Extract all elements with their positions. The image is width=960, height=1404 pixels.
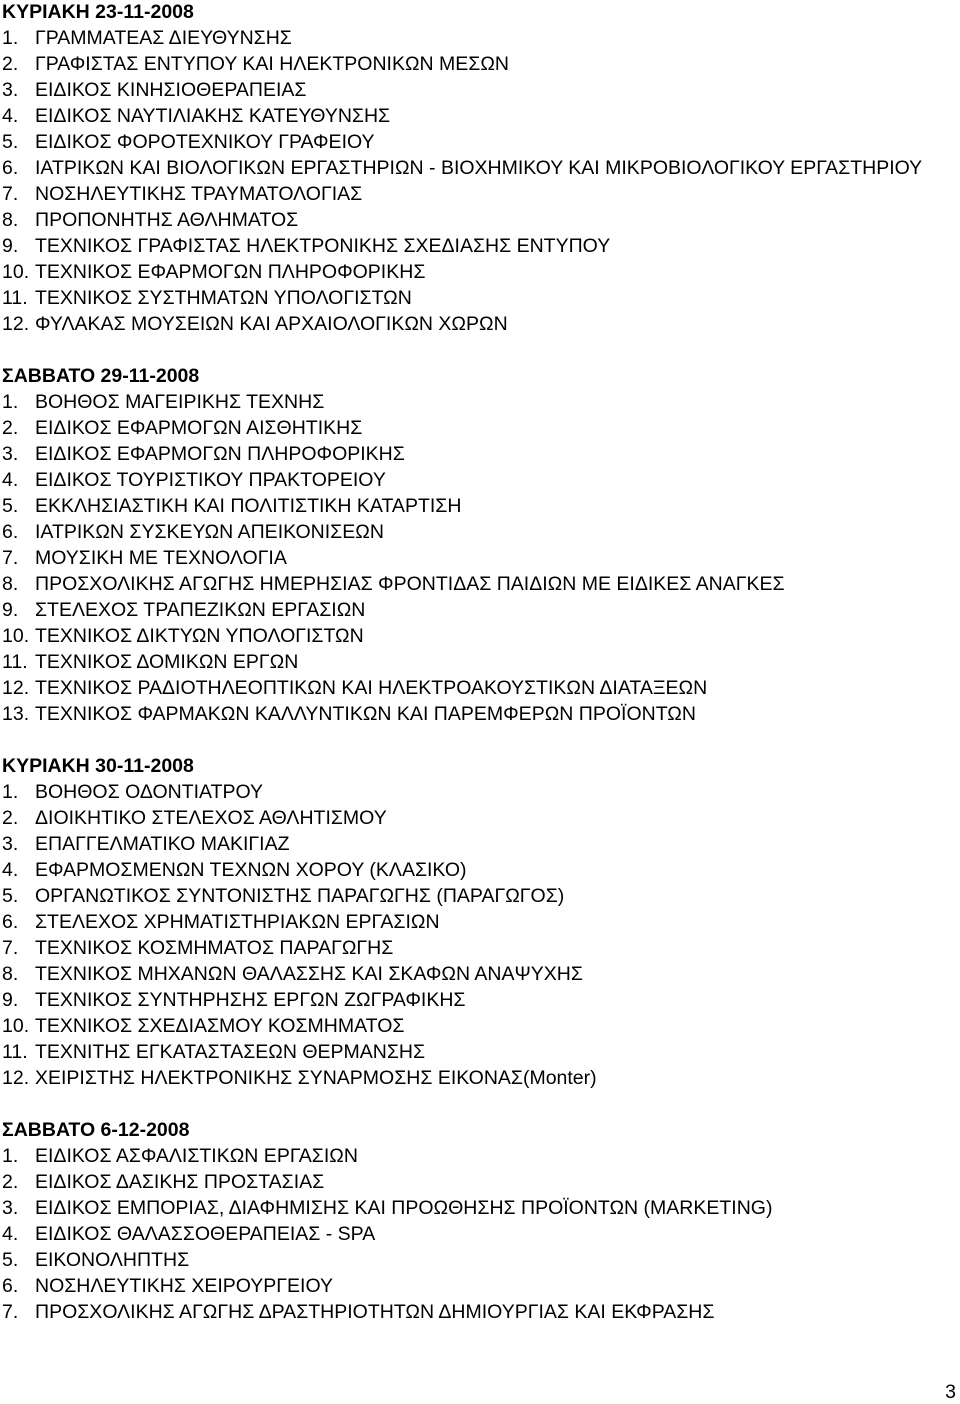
item-text: ΕΙΔΙΚΟΣ ΦΟΡΟΤΕΧΝΙΚΟΥ ΓΡΑΦΕΙΟΥ <box>35 131 375 153</box>
item-text: ΔΙΟΙΚΗΤΙΚΟ ΣΤΕΛΕΧΟΣ ΑΘΛΗΤΙΣΜΟΥ <box>35 807 387 829</box>
item-text: ΙΑΤΡΙΚΩΝ ΣΥΣΚΕΥΩΝ ΑΠΕΙΚΟΝΙΣΕΩΝ <box>35 521 384 543</box>
item-text: ΕΙΔΙΚΟΣ ΕΜΠΟΡΙΑΣ, ΔΙΑΦΗΜΙΣΗΣ ΚΑΙ ΠΡΟΩΘΗΣΗΣ ΠΡΟΪΟΝΤΩΝ (MARKETING) <box>35 1197 773 1219</box>
list-item <box>2 779 952 805</box>
item-text: ΠΡΟΠΟΝΗΤΗΣ ΑΘΛΗΜΑΤΟΣ <box>35 209 299 231</box>
item-number: 5. <box>2 885 19 907</box>
list-item <box>2 1065 952 1091</box>
item-number: 4. <box>2 469 19 491</box>
list-item <box>2 467 952 493</box>
item-text: ΝΟΣΗΛΕΥΤΙΚΗΣ ΧΕΙΡΟΥΡΓΕΙΟΥ <box>35 1275 334 1297</box>
list-item <box>2 987 952 1013</box>
list-item <box>2 935 952 961</box>
item-number: 4. <box>2 859 19 881</box>
item-text: ΤΕΧΝΙΚΟΣ ΡΑΔΙΟΤΗΛΕΟΠΤΙΚΩΝ ΚΑΙ ΗΛΕΚΤΡΟΑΚΟΥΣΤΙΚΩΝ ΔΙΑΤΑΞΕΩΝ <box>35 677 708 699</box>
item-text: ΕΙΚΟΝΟΛΗΠΤΗΣ <box>35 1249 190 1271</box>
item-number: 6. <box>2 1275 19 1297</box>
item-text: ΒΟΗΘΟΣ ΜΑΓΕΙΡΙΚΗΣ ΤΕΧΝΗΣ <box>35 391 325 413</box>
list-item <box>2 181 952 207</box>
item-text: ΓΡΑΦΙΣΤΑΣ ΕΝΤΥΠΟΥ ΚΑΙ ΗΛΕΚΤΡΟΝΙΚΩΝ ΜΕΣΩΝ <box>35 53 510 75</box>
item-number: 9. <box>2 989 19 1011</box>
item-text: ΤΕΧΝΙΤΗΣ ΕΓΚΑΤΑΣΤΑΣΕΩΝ ΘΕΡΜΑΝΣΗΣ <box>35 1041 426 1063</box>
item-number: 3. <box>2 833 19 855</box>
schedule-section <box>2 0 952 337</box>
item-text: ΤΕΧΝΙΚΟΣ ΣΥΣΤΗΜΑΤΩΝ ΥΠΟΛΟΓΙΣΤΩΝ <box>35 287 412 309</box>
item-number: 7. <box>2 547 19 569</box>
item-text: ΤΕΧΝΙΚΟΣ ΔΟΜΙΚΩΝ ΕΡΓΩΝ <box>35 651 299 673</box>
schedule-section <box>2 753 952 1091</box>
item-text: ΕΙΔΙΚΟΣ ΕΦΑΡΜΟΓΩΝ ΑΙΣΘΗΤΙΚΗΣ <box>35 417 363 439</box>
list-item <box>2 1013 952 1039</box>
item-text: ΣΤΕΛΕΧΟΣ ΧΡΗΜΑΤΙΣΤΗΡΙΑΚΩΝ ΕΡΓΑΣΙΩΝ <box>35 911 440 933</box>
list-item <box>2 441 952 467</box>
list-item <box>2 1221 952 1247</box>
schedule-section <box>2 1117 952 1325</box>
item-number: 1. <box>2 1145 19 1167</box>
item-number: 9. <box>2 235 19 257</box>
item-number: 7. <box>2 937 19 959</box>
item-text: ΕΚΚΛΗΣΙΑΣΤΙΚΗ ΚΑΙ ΠΟΛΙΤΙΣΤΙΚΗ ΚΑΤΑΡΤΙΣΗ <box>35 495 462 517</box>
list-item <box>2 51 952 77</box>
section-date-heading: ΣΑΒΒΑΤΟ 6-12-2008 <box>2 1119 190 1141</box>
list-item <box>2 1195 952 1221</box>
list-item <box>2 909 952 935</box>
item-text: ΕΙΔΙΚΟΣ ΑΣΦΑΛΙΣΤΙΚΩΝ ΕΡΓΑΣΙΩΝ <box>35 1145 358 1167</box>
specialty-list <box>2 1143 952 1325</box>
item-number: 6. <box>2 521 19 543</box>
list-item <box>2 259 952 285</box>
list-item <box>2 1143 952 1169</box>
item-number: 10. <box>2 625 30 647</box>
list-item <box>2 623 952 649</box>
list-item <box>2 129 952 155</box>
item-text: ΤΕΧΝΙΚΟΣ ΔΙΚΤΥΩΝ ΥΠΟΛΟΓΙΣΤΩΝ <box>35 625 364 647</box>
item-number: 9. <box>2 599 19 621</box>
item-text: ΕΙΔΙΚΟΣ ΘΑΛΑΣΣΟΘΕΡΑΠΕΙΑΣ - SPA <box>35 1223 376 1245</box>
item-number: 10. <box>2 1015 30 1037</box>
specialty-list <box>2 25 952 337</box>
list-item <box>2 25 952 51</box>
section-date-heading: ΣΑΒΒΑΤΟ 29-11-2008 <box>2 365 200 387</box>
list-item <box>2 961 952 987</box>
list-item <box>2 597 952 623</box>
list-item <box>2 389 952 415</box>
list-item <box>2 1247 952 1273</box>
item-text: ΕΠΑΓΓΕΛΜΑΤΙΚΟ ΜΑΚΙΓΙΑΖ <box>35 833 290 855</box>
item-text: ΕΙΔΙΚΟΣ ΚΙΝΗΣΙΟΘΕΡΑΠΕΙΑΣ <box>35 79 307 101</box>
item-number: 4. <box>2 105 19 127</box>
item-number: 12. <box>2 1067 30 1089</box>
item-number: 12. <box>2 313 30 335</box>
item-number: 12. <box>2 677 30 699</box>
item-number: 13. <box>2 703 30 725</box>
item-number: 1. <box>2 781 19 803</box>
item-number: 7. <box>2 183 19 205</box>
item-number: 7. <box>2 1301 19 1323</box>
list-item <box>2 155 952 181</box>
item-text: ΙΑΤΡΙΚΩΝ ΚΑΙ ΒΙΟΛΟΓΙΚΩΝ ΕΡΓΑΣΤΗΡΙΩΝ - ΒΙΟΧΗΜΙΚΟΥ ΚΑΙ ΜΙΚΡΟΒΙΟΛΟΓΙΚΟΥ ΕΡΓΑΣΤΗΡΙΟΥ <box>35 157 923 179</box>
item-number: 6. <box>2 911 19 933</box>
item-text: ΤΕΧΝΙΚΟΣ ΣΥΝΤΗΡΗΣΗΣ ΕΡΓΩΝ ΖΩΓΡΑΦΙΚΗΣ <box>35 989 466 1011</box>
list-item <box>2 77 952 103</box>
item-number: 8. <box>2 573 19 595</box>
item-text: ΕΙΔΙΚΟΣ ΤΟΥΡΙΣΤΙΚΟΥ ΠΡΑΚΤΟΡΕΙΟΥ <box>35 469 386 491</box>
item-number: 5. <box>2 495 19 517</box>
list-item <box>2 519 952 545</box>
item-text: ΒΟΗΘΟΣ ΟΔΟΝΤΙΑΤΡΟΥ <box>35 781 264 803</box>
item-text: ΤΕΧΝΙΚΟΣ ΕΦΑΡΜΟΓΩΝ ΠΛΗΡΟΦΟΡΙΚΗΣ <box>35 261 426 283</box>
item-number: 2. <box>2 807 19 829</box>
specialty-list <box>2 389 952 727</box>
item-number: 3. <box>2 443 19 465</box>
item-text: ΜΟΥΣΙΚΗ ΜΕ ΤΕΧΝΟΛΟΓΙΑ <box>35 547 287 569</box>
item-number: 10. <box>2 261 30 283</box>
item-number: 8. <box>2 209 19 231</box>
schedule-section <box>2 363 952 727</box>
list-item <box>2 701 952 727</box>
item-text: ΠΡΟΣΧΟΛΙΚΗΣ ΑΓΩΓΗΣ ΔΡΑΣΤΗΡΙΟΤΗΤΩΝ ΔΗΜΙΟΥΡΓΙΑΣ ΚΑΙ ΕΚΦΡΑΣΗΣ <box>35 1301 715 1323</box>
list-item <box>2 571 952 597</box>
document-body <box>2 0 952 1325</box>
item-text: ΤΕΧΝΙΚΟΣ ΚΟΣΜΗΜΑΤΟΣ ΠΑΡΑΓΩΓΗΣ <box>35 937 394 959</box>
item-text: ΣΤΕΛΕΧΟΣ ΤΡΑΠΕΖΙΚΩΝ ΕΡΓΑΣΙΩΝ <box>35 599 366 621</box>
section-date-heading: ΚΥΡΙΑΚΗ 30-11-2008 <box>2 755 194 777</box>
item-number: 5. <box>2 1249 19 1271</box>
item-number: 4. <box>2 1223 19 1245</box>
item-number: 5. <box>2 131 19 153</box>
list-item <box>2 1039 952 1065</box>
specialty-list <box>2 779 952 1091</box>
item-number: 11. <box>2 651 28 673</box>
list-item <box>2 233 952 259</box>
item-number: 3. <box>2 1197 19 1219</box>
list-item <box>2 493 952 519</box>
item-text: ΠΡΟΣΧΟΛΙΚΗΣ ΑΓΩΓΗΣ ΗΜΕΡΗΣΙΑΣ ΦΡΟΝΤΙΔΑΣ ΠΑΙΔΙΩΝ ΜΕ ΕΙΔΙΚΕΣ ΑΝΑΓΚΕΣ <box>35 573 785 595</box>
item-text: ΤΕΧΝΙΚΟΣ ΣΧΕΔΙΑΣΜΟΥ ΚΟΣΜΗΜΑΤΟΣ <box>35 1015 405 1037</box>
list-item <box>2 805 952 831</box>
item-number: 11. <box>2 1041 28 1063</box>
item-text: ΟΡΓΑΝΩΤΙΚΟΣ ΣΥΝΤΟΝΙΣΤΗΣ ΠΑΡΑΓΩΓΗΣ (ΠΑΡΑΓΩΓΟΣ) <box>35 885 565 907</box>
item-text: ΕΦΑΡΜΟΣΜΕΝΩΝ ΤΕΧΝΩΝ ΧΟΡΟΥ (ΚΛΑΣΙΚΟ) <box>35 859 467 881</box>
list-item <box>2 103 952 129</box>
item-number: 3. <box>2 79 19 101</box>
item-text: ΤΕΧΝΙΚΟΣ ΦΑΡΜΑΚΩΝ ΚΑΛΛΥΝΤΙΚΩΝ ΚΑΙ ΠΑΡΕΜΦΕΡΩΝ ΠΡΟΪΟΝΤΩΝ <box>35 703 696 725</box>
item-number: 2. <box>2 1171 19 1193</box>
list-item <box>2 831 952 857</box>
item-text: ΦΥΛΑΚΑΣ ΜΟΥΣΕΙΩΝ ΚΑΙ ΑΡΧΑΙΟΛΟΓΙΚΩΝ ΧΩΡΩΝ <box>35 313 508 335</box>
list-item <box>2 311 952 337</box>
item-text: ΧΕΙΡΙΣΤΗΣ ΗΛΕΚΤΡΟΝΙΚΗΣ ΣΥΝΑΡΜΟΣΗΣ ΕΙΚΟΝΑΣ(Monter) <box>35 1067 597 1089</box>
item-text: ΓΡΑΜΜΑΤΕΑΣ ΔΙΕΥΘΥΝΣΗΣ <box>35 27 292 49</box>
item-text: ΕΙΔΙΚΟΣ ΔΑΣΙΚΗΣ ΠΡΟΣΤΑΣΙΑΣ <box>35 1171 325 1193</box>
item-number: 8. <box>2 963 19 985</box>
list-item <box>2 207 952 233</box>
list-item <box>2 545 952 571</box>
item-number: 6. <box>2 157 19 179</box>
list-item <box>2 675 952 701</box>
list-item <box>2 285 952 311</box>
item-text: ΝΟΣΗΛΕΥΤΙΚΗΣ ΤΡΑΥΜΑΤΟΛΟΓΙΑΣ <box>35 183 363 205</box>
list-item <box>2 649 952 675</box>
section-date-heading: ΚΥΡΙΑΚΗ 23-11-2008 <box>2 1 194 23</box>
item-text: ΤΕΧΝΙΚΟΣ ΜΗΧΑΝΩΝ ΘΑΛΑΣΣΗΣ ΚΑΙ ΣΚΑΦΩΝ ΑΝΑΨΥΧΗΣ <box>35 963 583 985</box>
list-item <box>2 1299 952 1325</box>
item-text: ΕΙΔΙΚΟΣ ΝΑΥΤΙΛΙΑΚΗΣ ΚΑΤΕΥΘΥΝΣΗΣ <box>35 105 391 127</box>
item-number: 1. <box>2 391 19 413</box>
list-item <box>2 415 952 441</box>
list-item <box>2 1169 952 1195</box>
item-number: 1. <box>2 27 19 49</box>
list-item <box>2 1273 952 1299</box>
page-number: 3 <box>945 1381 956 1403</box>
item-number: 2. <box>2 417 19 439</box>
list-item <box>2 883 952 909</box>
item-text: ΤΕΧΝΙΚΟΣ ΓΡΑΦΙΣΤΑΣ ΗΛΕΚΤΡΟΝΙΚΗΣ ΣΧΕΔΙΑΣΗΣ ΕΝΤΥΠΟΥ <box>35 235 611 257</box>
item-text: ΕΙΔΙΚΟΣ ΕΦΑΡΜΟΓΩΝ ΠΛΗΡΟΦΟΡΙΚΗΣ <box>35 443 405 465</box>
list-item <box>2 857 952 883</box>
item-number: 11. <box>2 287 28 309</box>
item-number: 2. <box>2 53 19 75</box>
